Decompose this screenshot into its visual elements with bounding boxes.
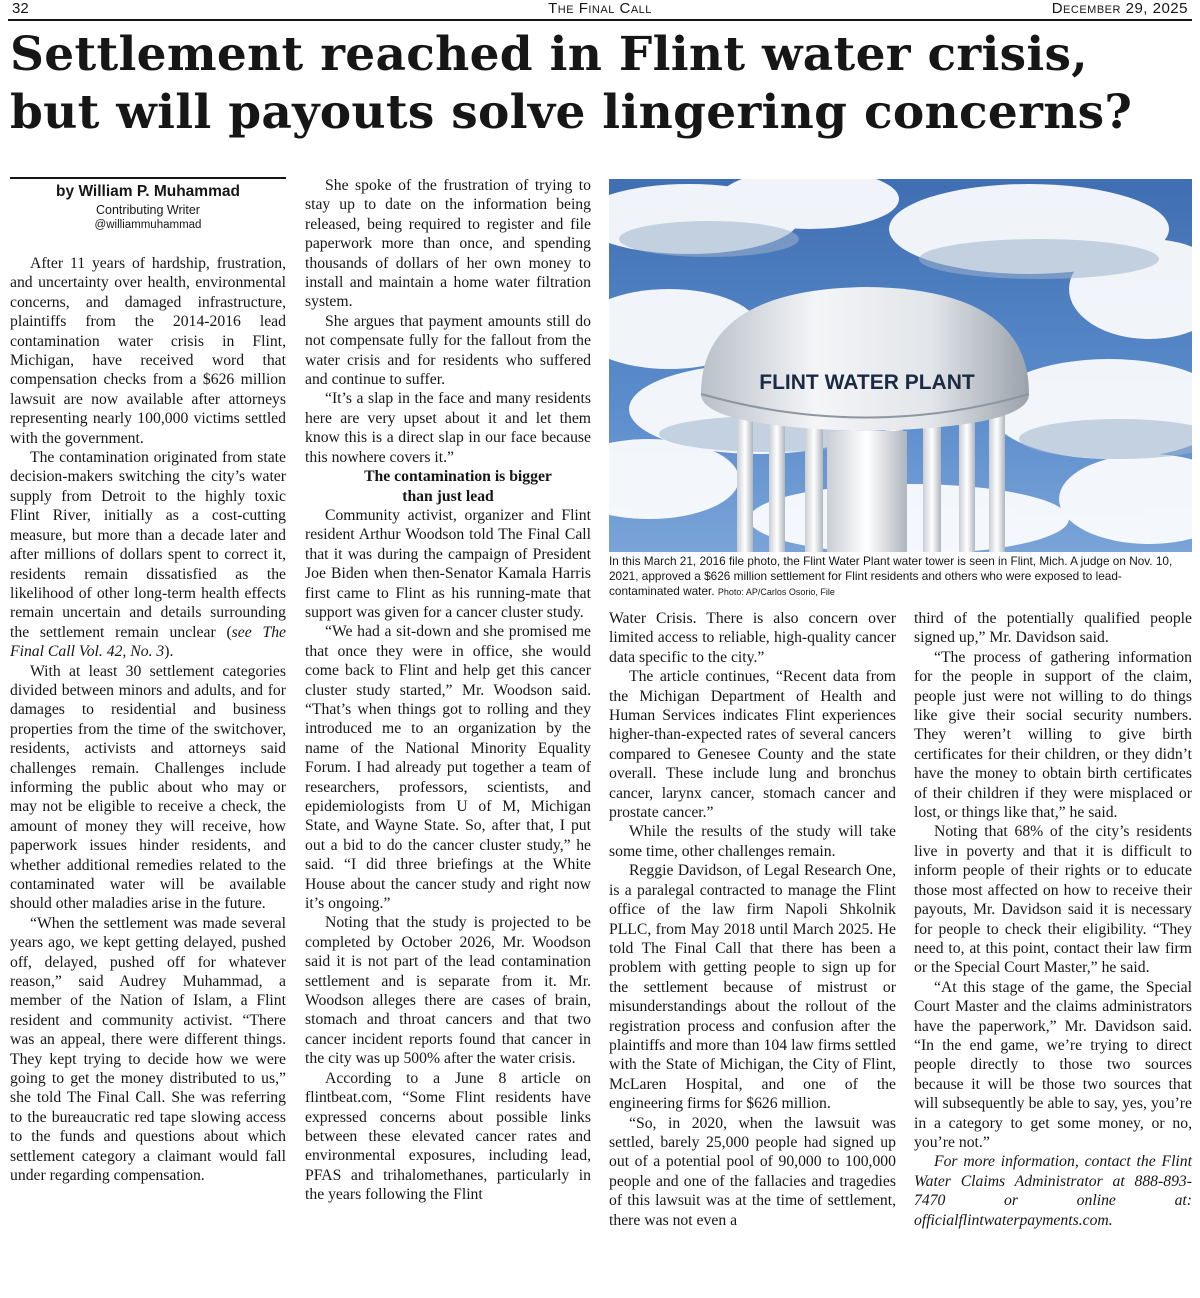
paragraph: “When the settlement was made several years ago, we kept getting delayed, pushed off, delayed, pushed off for whatever reason,” said Audrey Muhammad, a member of the Nation of Islam, a Flint resident and community activist. “There was an appeal, there were different things. They kept trying to decide how we were going to get the money distributed to us,” she told The Final Call. She was referring to the bureaucratic red tape slowing access to the funds and questions about which settlement category a claimant would fall under regarding compensation.: [10, 914, 286, 1185]
paragraph-text: The contamination originated from state decision-makers switching the city’s water supply from Detroit to the highly toxic Flint River, initially as a cost-cutting measure, but more than a decade later and after millions of dollars spent to correct it, residents remain dissatisfied as the likelihood of other long-term health effects remain uncertain and details surrounding the settlement remain unclear (: [10, 449, 286, 641]
headline-line-1: Settlement reached in Flint water crisis,: [10, 27, 1088, 82]
headline-line-2: but will payouts solve lingering concerns?: [10, 85, 1133, 140]
subheading-line-1: The contamination is bigger: [364, 468, 552, 486]
tower-label: FLINT WATER PLANT: [759, 371, 975, 394]
paragraph: Noting that the study is projected to be completed by October 2026, Mr. Woodson said it is not part of the lead contamination settlement and is separate from it. Mr. Woodson alleges there are cases of brain, stomach and throat cancers and that two cancer incident reports found that cancer in the city was up 500% after the water crisis.: [305, 914, 591, 1068]
article-column-1: [10, 254, 286, 1186]
folio-rule: [8, 19, 1192, 21]
paragraph: According to a June 8 article on flintbeat.com, “Some Flint residents have expressed concerns about possible links between these elevated cancer rates and environmental exposures, including lead, PFAS and trihalomethanes, particularly in the years following the Flint: [305, 1069, 591, 1204]
contact-info: For more information, contact the Flint Water Claims Administrator at 888-893-7470 or online at: officialflintwaterpayments.com.: [914, 1153, 1192, 1229]
photo-caption: [609, 554, 1192, 600]
paragraph: “At this stage of the game, the Special Court Master and the claims administrators have the paperwork,” Mr. Davidson said. “In the end game, we’re trying to direct people directly to those two sources because it will be those two sources that will subsequently be able to say, yes, you’re in a category to get some money, or no, you’re not.”: [914, 978, 1192, 1151]
paragraph: third of the potentially qualified people signed up,” Mr. Davidson said.: [914, 610, 1192, 647]
author-name: by William P. Muhammad: [56, 183, 240, 200]
paragraph: “The process of gathering information for the people in support of the claim, people just were not willing to do things like give their social security numbers. They weren’t willing to give birth certificates for their children, or they didn’t have the money to obtain birth certificates of their children if they were misplaced or lost, or things like that,” he said.: [914, 648, 1192, 822]
article-column-3: [609, 609, 896, 1230]
paragraph: [10, 448, 286, 661]
byline: [10, 177, 286, 233]
author-handle: @williammuhammad: [94, 219, 202, 231]
issue-date: December 29, 2025: [1051, 0, 1188, 17]
caption-text: In this March 21, 2016 file photo, the Flint Water Plant water tower is seen in Flint, Mich. A judge on Nov. 10, 2021, approved a $626 million settlement for Flint residents and others who were exposed to lead-contaminated water.: [609, 554, 1173, 598]
byline-rule: [10, 177, 286, 179]
paragraph: “We had a sit-down and she promised me that once they were in office, she would come back to Flint and help get this cancer cluster study started,” Mr. Woodson said. “That’s when things got to rolling and they introduced me to an organization by the name of the National Minority Equality Forum. I had already put together a team of researchers, professors, scientists, and epidemiologists from U of M, Michigan State, and Wayne State. So, after that, I put out a bid to do the cancer cluster study,” he said. “I did three briefings at the White House about the cancer study and right now it’s ongoing.”: [305, 623, 591, 913]
headline: [10, 26, 1195, 142]
paragraph: “So, in 2020, when the lawsuit was settled, barely 25,000 people had signed up out of a potential pool of 90,000 to 100,000 people and one of the fallacies and tragedies of this lawsuit was at the time of settlement, there was not even a: [609, 1114, 896, 1229]
article-column-4: [914, 609, 1192, 1230]
paragraph: She spoke of the frustration of trying to stay up to date on the information being released, being required to register and file paperwork more than once, and spending thousands of dollars of her own money to install and maintain a home water filtration system.: [305, 177, 591, 311]
paragraph: Reggie Davidson, of Legal Research One, is a paralegal contracted to manage the Flint office of the law firm Napoli Shkolnik PLLC, from May 2018 until March 2025. He told The Final Call that there has been a problem with getting people to sign up for the settlement because of mistrust or misunderstandings about the rollout of the registration process and confusion after the plaintiffs and more than 104 law firms settled with the State of Michigan, the City of Flint, McLaren Hospital, and one of the engineering firms for $626 million.: [609, 862, 896, 1113]
page-folio: [8, 0, 1192, 20]
paragraph: “It’s a slap in the face and many residents here are very upset about it and let them know this is a direct slap in our face because this nowhere covers it.”: [305, 390, 591, 466]
paragraph: While the results of the study will take some time, other challenges remain.: [609, 823, 896, 860]
article-column-2: [305, 176, 591, 1205]
publication-name: The Final Call: [548, 0, 652, 17]
water-tower-photo: [609, 179, 1192, 552]
paragraph: She argues that payment amounts still do not compensate fully for the fallout from the water crisis and for residents who suffered and continue to suffer.: [305, 312, 591, 389]
paragraph: Community activist, organizer and Flint resident Arthur Woodson told The Final Call that it was during the campaign of President Joe Biden when then-Senator Kamala Harris first came to Flint as his running-mate that support was given for a cancer cluster study.: [305, 506, 591, 621]
paragraph: With at least 30 settlement categories divided between minors and adults, and for damages to residential and business properties from the time of the switchover, residents, activists and attorneys said challenges remain. Challenges include informing the public about who may or may not be eligible to receive a check, the amount of money they will receive, how paperwork issues hinder residents, and whether additional remedies related to the contaminated water will be available should other maladies arise in the future.: [10, 662, 286, 913]
subheading: [305, 467, 591, 506]
paragraph: The article continues, “Recent data from the Michigan Department of Health and Human Services indicates Flint experiences higher-than-expected rates of several cancers compared to Genesee County and the state overall. These include lung and bronchus cancer, larynx cancer, stomach cancer and prostate cancer.”: [609, 668, 896, 822]
photo-credit: Photo: AP/Carlos Osorio, File: [717, 587, 835, 597]
subheading-line-2: than just lead: [402, 487, 494, 505]
water-tower-illustration: [609, 179, 1192, 552]
paragraph: After 11 years of hardship, frustration, and uncertainty over health, environmental concerns, and damaged infrastructure, plaintiffs from the 2014-2016 lead contamination water crisis in Flint, Michigan, have received word that compensation checks from a $626 million lawsuit are now available after attorneys representing nearly 100,000 victims settled with the government.: [10, 255, 286, 447]
paragraph: Noting that 68% of the city’s residents live in poverty and that it is difficult to inform people of their rights or to educate those most affected on how to receive their payouts, Mr. Davidson said it is necessary for people to check their eligibility. “They need to, at this point, contact their law firm or the Special Court Master,” he said.: [914, 823, 1192, 977]
paragraph-end: ).: [164, 643, 174, 661]
paragraph: Water Crisis. There is also concern over limited access to reliable, high-quality cancer data specific to the city.”: [609, 610, 896, 666]
author-role: Contributing Writer: [96, 203, 200, 217]
reference-italic: see The Final Call Vol. 42, No. 3: [10, 623, 287, 661]
page-number: 32: [12, 0, 29, 17]
